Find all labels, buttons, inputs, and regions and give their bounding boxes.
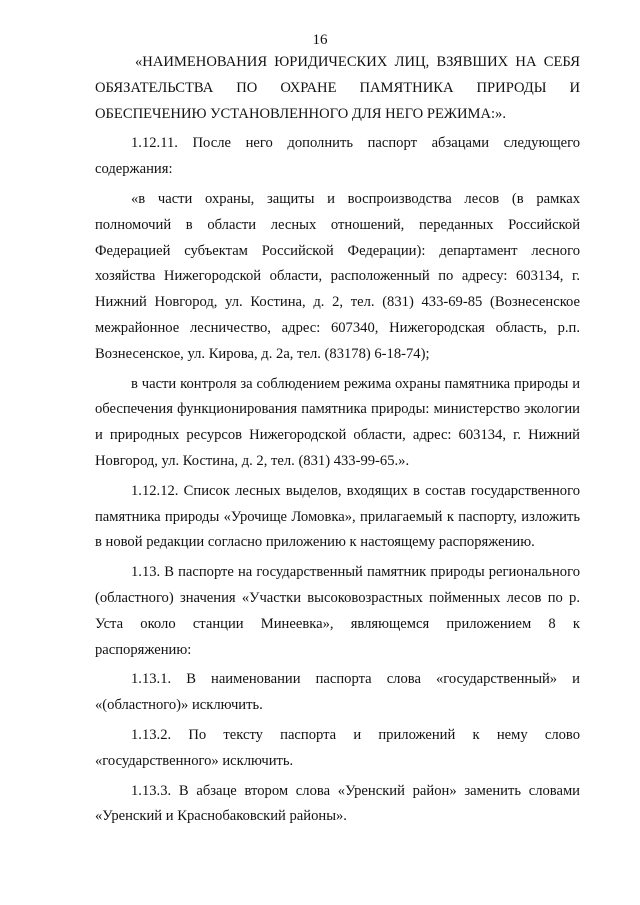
paragraph-1-12-11: 1.12.11. После него дополнить паспорт абзацами следующего содержания:	[95, 135, 580, 178]
page-number: 16	[312, 32, 328, 48]
paragraph-1-12-12: 1.12.12. Список лесных выделов, входящих в состав государственного памятника природы «Урочище Ломовка», прилагаемый к паспорту, изложить в новой редакции согласно приложению к настоящему распоряжению.	[95, 482, 580, 551]
paragraph-regime-control: в части контроля за соблюдением режима охраны памятника природы и обеспечения функционирования памятника природы: министерство экологии и природных ресурсов Нижегородской области, адрес: 603134, г. Нижний Новгород, ул. Костина, д. 2, тел. (831) 433-99-65.».	[95, 375, 580, 469]
paragraph-forest-protection: «в части охраны, защиты и воспроизводства лесов (в рамках полномочий в области лесных отношений, переданных Российской Федерацией субъектам Российской Федерации): департамент лесного хозяйства Нижегородской области, расположенный по адресу: 603134, г. Нижний Новгород, ул. Костина, д. 2, тел. (831) 433-69-85 (Вознесенское межрайонное лесничество, адрес: 607340, Нижегородская область, р.п. Вознесенское, ул. Кирова, д. 2а, тел. (83178) 6-18-74);	[95, 190, 580, 362]
document-body	[95, 50, 580, 830]
paragraph-1-13-1: 1.13.1. В наименовании паспорта слова «государственный» и «(областного)» исключить.	[95, 671, 580, 714]
paragraph-1-13-3: 1.13.3. В абзаце втором слова «Уренский район» заменить словами «Уренский и Краснобаковский районы».	[95, 782, 580, 825]
section-heading-paragraph: «НАИМЕНОВАНИЯ ЮРИДИЧЕСКИХ ЛИЦ, ВЗЯВШИХ НА СЕБЯ ОБЯЗАТЕЛЬСТВА ПО ОХРАНЕ ПАМЯТНИКА ПРИРОДЫ И ОБЕСПЕЧЕНИЮ УСТАНОВЛЕННОГО ДЛЯ НЕГО РЕЖИМА:».	[95, 54, 580, 122]
paragraph-1-13-2: 1.13.2. По тексту паспорта и приложений к нему слово «государственного» исключить.	[95, 726, 580, 769]
paragraph-1-13: 1.13. В паспорте на государственный памятник природы регионального (областного) значения «Участки высоковозрастных пойменных лесов по р. Уста около станции Минеевка», являющемся приложением 8 к распоряжению:	[95, 564, 580, 658]
